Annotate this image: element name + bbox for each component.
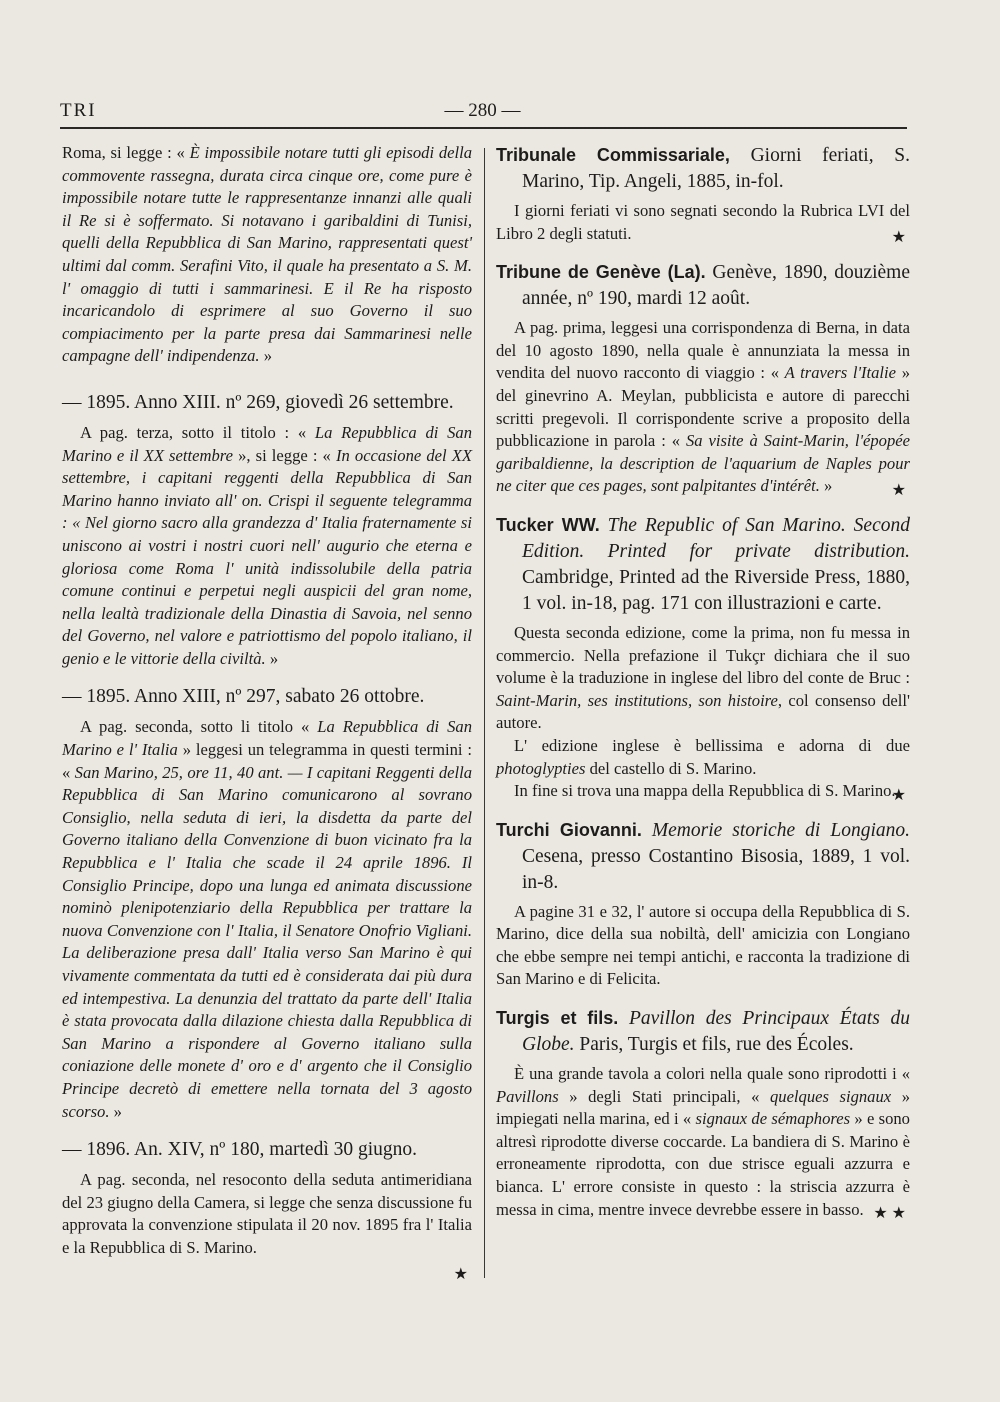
entry-heading xyxy=(496,1005,910,1058)
bibliography-entry xyxy=(496,512,910,803)
text: A pag. seconda, sotto li titolo « xyxy=(80,717,318,737)
entry-title-italic: Pavillon des Principaux États du Globe. xyxy=(522,1008,910,1056)
italic-text: In occasione del XX settembre, i capitani reggenti della Repubblica di San Marino hanno inviato all' on. Crispi il seguente telegramma : « Nel giorno sacro alla grandezza d' Italia fraternamente si uniscono ai vostri i nostri cuori nell' augurio che eterna e gloriosa come Roma l' unità indissolubile della patria comune continui e perpetui negli auspicii del gran nome, nella lealtà tradizionale della Dinastia di Savoia, nel senno del Governo, nel valore e patriottismo del popolo italiano, il genio e le vittorie della civiltà. xyxy=(62,445,473,668)
paragraph: A pagine 31 e 32, l' autore si occupa della Repubblica di S. Marino, dice della sua nobiltà, dell' amicizia con Longiano che ebbe sempre nei tempi antichi, e racconta la tradizione di San Marino e di Felicita. xyxy=(496,901,910,989)
entry-title: Giorni feriati, S. Marino, Tip. Angeli, 1885, in-fol. xyxy=(522,145,910,192)
entry-title: Genève, 1890, douzième année, nº 190, mardi 12 août. xyxy=(522,262,910,310)
text: » xyxy=(265,648,279,668)
text: A pag. prima, leggesi una corrispondenza di Berna, in data del 10 agosto 1890, nella quale è annunziata la messa in vendita del nuovo racconto di viaggio : « xyxy=(496,318,910,383)
italic-text: photoglypties xyxy=(496,758,586,778)
text: » degli Stati principali, « xyxy=(558,1086,770,1106)
issue-heading: — 1895. Anno XIII, nº 297, sabato 26 ottobre. xyxy=(62,686,425,708)
star-mark: ★ xyxy=(891,481,906,499)
entry-heading xyxy=(496,512,910,617)
italic-text: La Repubblica di San Marino e l' Italia xyxy=(62,717,472,760)
text: » impiegati nella marina, ed i « xyxy=(496,1086,910,1129)
text: » xyxy=(819,476,833,496)
text: Roma, si legge : « xyxy=(62,143,190,162)
italic-text: A travers l'Italie xyxy=(784,363,897,383)
paragraph: In fine si trova una mappa della Repubblica di S. Marino. xyxy=(514,781,896,801)
italic-text: Pavillons xyxy=(496,1086,559,1106)
running-head: TRI xyxy=(60,100,97,121)
entry-title-italic: Memorie storiche di Longiano. xyxy=(641,819,910,841)
text: del castello di S. Marino. xyxy=(585,758,757,778)
text: » xyxy=(259,346,273,366)
entry-title-italic: The Republic of San Marino. Second Edition. Printed for private distribution. xyxy=(522,514,910,562)
entry-title: Cambridge, Printed ad the Riverside Press, 1880, 1 vol. in-18, pag. 171 con illustrazioni e carte. xyxy=(522,566,910,614)
text: » e sono altresì riprodotte diverse coccarde. La bandiera di S. Marino è erroneamente riprodotta, con due strisce eguali azzurra e bianca. L' errore consiste in questo : la striscia azzurra è messa in cima, mentre invece devrebbe essere in basso. xyxy=(496,1109,910,1219)
text: , col consenso dell' autore. xyxy=(496,690,910,733)
entry-title: Paris, Turgis et fils, rue des Écoles. xyxy=(574,1034,854,1056)
italic-text: Sa visite à Saint-Marin, l'épopée garibaldienne, la description de l'aquarium de Naples pour ne citer que ces pages, sont palpitantes d'intérêt. xyxy=(496,431,911,496)
star-mark: ★ xyxy=(453,1265,468,1283)
text: » xyxy=(109,1101,122,1121)
text: A pag. terza, sotto il titolo : « xyxy=(80,422,315,442)
text: » leggesi un telegramma in questi termini : « xyxy=(62,740,473,782)
entry-heading xyxy=(496,259,910,312)
header-rule xyxy=(60,127,907,129)
page-header xyxy=(60,100,905,130)
italic-text: San Marino, 25, ore 11, 40 ant. — I capitani Reggenti della Repubblica di San Marino comunicarono al sovrano Consiglio, nella seduta di ieri, la disdetta da parte del Governo italiano della Convenzione di buon vicinato fra la Repubblica e l' Italia che scade il 24 aprile 1896. Il Consiglio Principe, dopo una lunga ed animata discussione nominò plenipotenziario della Repubblica per trattare la nuova Convenzione con l' Italia, il Senatore Onofrio Vigliani. La deliberazione presa dall' Italia verso San Marino è qui vivamente commentata da tutti ed è considerata dai più dura ed intempestiva. La denunzia del trattato da parte dell' Italia è stata provocata dalla dilazione chiesta dalla Repubblica di San Marino a rispondere al Governo italiano sulla coniazione delle monete d' oro e d' argento che il Consiglio Principe decretò di emettere nella tornata del 3 agosto scorso. xyxy=(62,762,472,1121)
star-mark: ★ ★ xyxy=(873,1205,906,1223)
paragraph xyxy=(496,317,910,498)
bibliography-entry xyxy=(496,142,910,245)
italic-text: È impossibile notare tutti gli episodi della commovente rassegna, durata circa cinque ore, come pure è impossibile notare tutte le rappresentanze innanzi alle quali il Re si è soffermato. Si notavano i garibaldini di Tunisi, quelli della Repubblica di San Marino, rappresentati quest' ultimi dal comm. Serafini Vito, il quale ha presentato a S. M. l' omaggio di tutti i sammarinesi. E il Re ha risposto incaricandolo di esprimere al suo Governo il suo compiacimento per la parte presa dai Sammarinesi nelle campagne dell' indipendenza. xyxy=(62,143,473,366)
paragraph xyxy=(62,716,472,1123)
column-divider xyxy=(484,148,485,1278)
text: È una grande tavola a colori nella quale sono riprodotti i « xyxy=(514,1064,910,1084)
paragraph xyxy=(496,622,910,735)
entry-heading xyxy=(496,817,910,896)
paragraph: A pag. seconda, nel resoconto della seduta antimeridiana del 23 giugno della Camera, si legge che senza discussione fu approvata la convenzione stipulata il 20 nov. 1895 fra l' Italia e la Repubblica di S. Marino. xyxy=(62,1170,472,1257)
paragraph xyxy=(62,422,472,671)
text: Questa seconda edizione, come la prima, non fu messa in commercio. Nella prefazione il Tukçr dichiara che il suo volume è la traduzione in inglese del libro del conte de Bruc : xyxy=(496,622,910,688)
text: L' edizione inglese è bellissima e adorna di due xyxy=(514,735,910,755)
italic-text: La Repubblica di San Marino e il XX settembre xyxy=(62,422,472,465)
paragraph xyxy=(62,142,472,368)
right-column xyxy=(496,142,910,1235)
entry-heading xyxy=(496,142,910,195)
italic-text: Saint-Marin, ses institutions, son histoire xyxy=(496,690,778,710)
paragraph xyxy=(496,735,910,780)
entry-title: Cesena, presso Costantino Bisosia, 1889, 1 vol. in-8. xyxy=(522,845,910,893)
text: », si legge : « xyxy=(232,445,336,465)
italic-text: signaux de sémaphores xyxy=(695,1109,851,1129)
paragraph xyxy=(496,1063,910,1221)
entry-name: Tucker WW. xyxy=(496,514,600,535)
bibliography-entry xyxy=(496,817,910,991)
entry-name: Tribunale Commissariale, xyxy=(496,145,730,165)
issue-heading: — 1896. An. XIV, nº 180, martedì 30 giugno. xyxy=(62,1139,418,1161)
entry-name: Tribune de Genève (La). xyxy=(496,262,706,283)
entry-name: Turgis et fils. xyxy=(496,1008,619,1029)
bibliography-entry xyxy=(496,259,910,498)
page-number: — 280 — xyxy=(444,100,521,121)
italic-text: quelques signaux xyxy=(769,1086,892,1106)
entry-name: Turchi Giovanni. xyxy=(496,819,642,840)
text: » del ginevrino A. Meylan, pubblicista e autore di parecchi scritti pregevoli. Il corrispondente scrive a proposito della pubblicazione in parola : « xyxy=(496,363,910,451)
star-mark: ★ xyxy=(891,229,906,247)
bibliography-entry xyxy=(496,1005,910,1221)
left-column xyxy=(62,142,472,1288)
issue-heading: — 1895. Anno XIII. nº 269, giovedì 26 settembre. xyxy=(62,391,454,413)
star-mark: ★ xyxy=(891,786,906,804)
paragraph: I giorni feriati vi sono segnati secondo la Rubrica LVI del Libro 2 degli statuti. xyxy=(496,201,910,243)
